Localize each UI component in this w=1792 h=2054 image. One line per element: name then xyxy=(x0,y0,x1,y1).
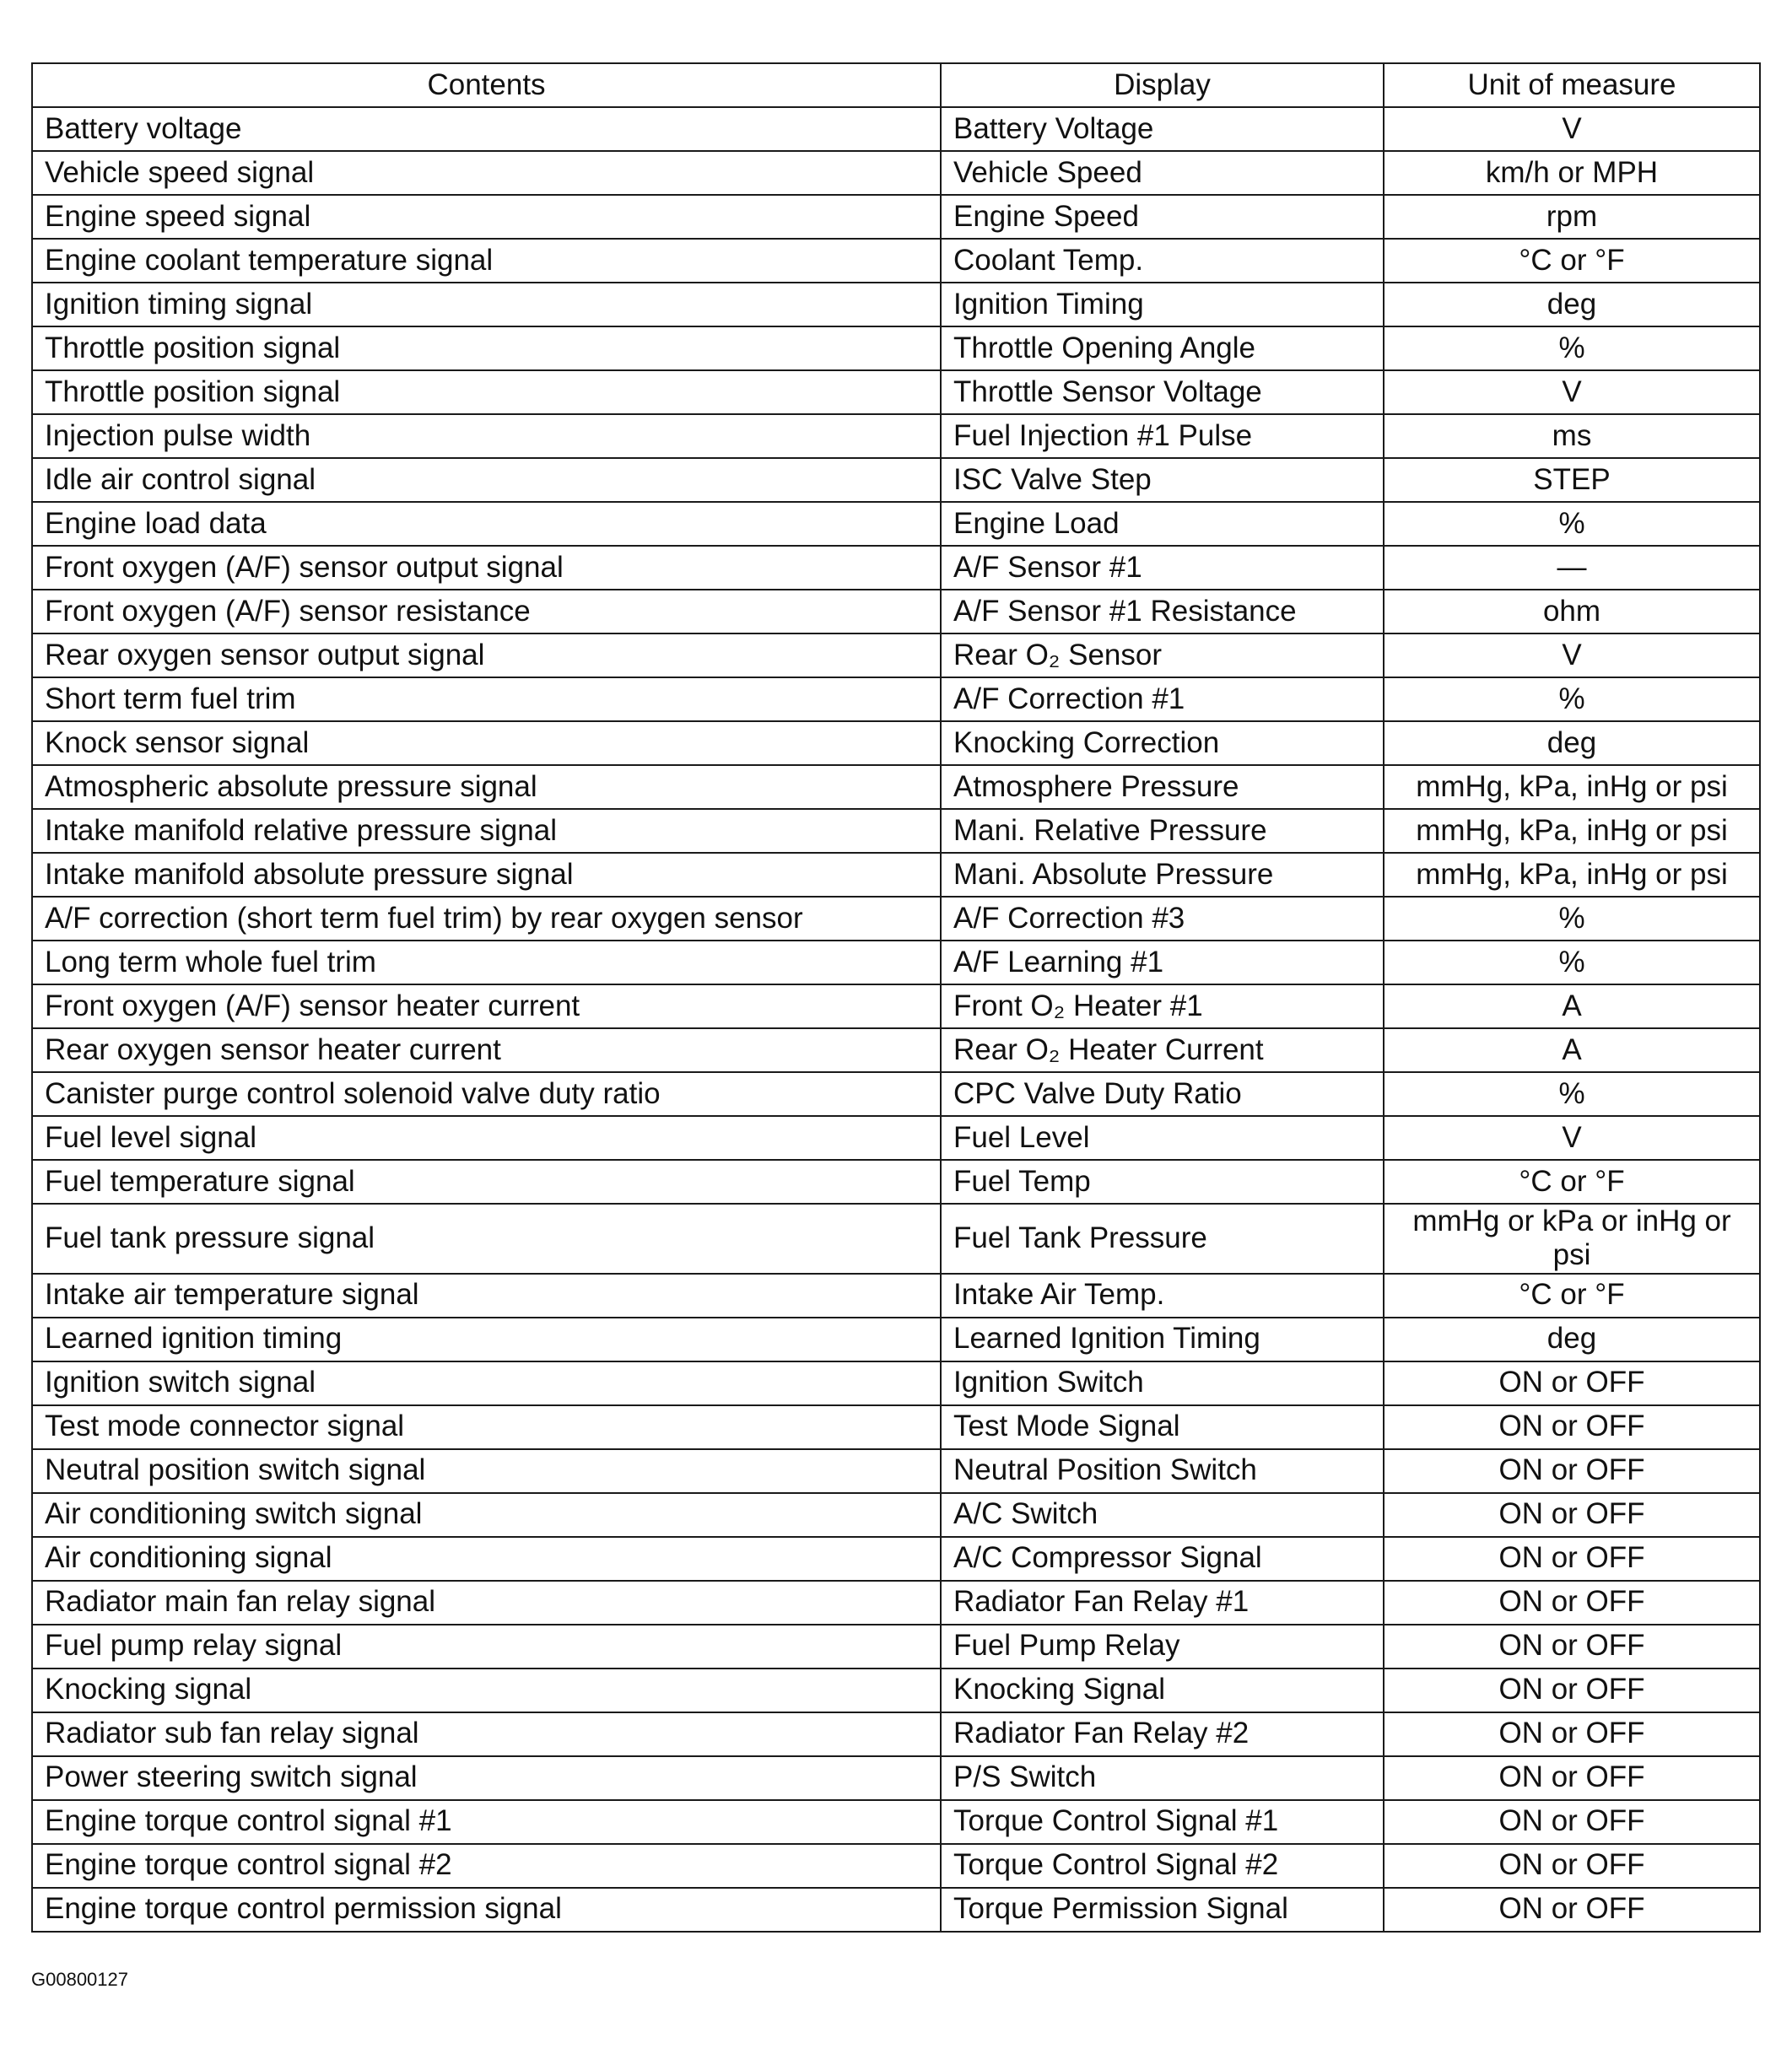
cell-display: Mani. Relative Pressure xyxy=(941,809,1384,853)
cell-contents: Intake air temperature signal xyxy=(32,1274,941,1318)
cell-unit: °C or °F xyxy=(1384,239,1760,283)
cell-unit: % xyxy=(1384,897,1760,941)
cell-unit: — xyxy=(1384,546,1760,590)
cell-display: Fuel Injection #1 Pulse xyxy=(941,414,1384,458)
table-row xyxy=(32,195,1760,239)
cell-unit: ON or OFF xyxy=(1384,1361,1760,1405)
cell-display: Coolant Temp. xyxy=(941,239,1384,283)
cell-unit: rpm xyxy=(1384,195,1760,239)
cell-unit: ON or OFF xyxy=(1384,1800,1760,1844)
cell-contents: Throttle position signal xyxy=(32,326,941,370)
cell-display: Throttle Sensor Voltage xyxy=(941,370,1384,414)
cell-unit: % xyxy=(1384,1072,1760,1116)
cell-display: Throttle Opening Angle xyxy=(941,326,1384,370)
cell-display: Torque Control Signal #2 xyxy=(941,1844,1384,1888)
cell-display: Engine Load xyxy=(941,502,1384,546)
cell-unit: ON or OFF xyxy=(1384,1844,1760,1888)
cell-contents: Engine speed signal xyxy=(32,195,941,239)
cell-contents: Neutral position switch signal xyxy=(32,1449,941,1493)
cell-contents: Radiator main fan relay signal xyxy=(32,1581,941,1625)
cell-contents: Fuel temperature signal xyxy=(32,1160,941,1204)
table-row xyxy=(32,1800,1760,1844)
cell-display: Knocking Correction xyxy=(941,721,1384,765)
cell-contents: Engine coolant temperature signal xyxy=(32,239,941,283)
cell-display: Torque Control Signal #1 xyxy=(941,1800,1384,1844)
table-row xyxy=(32,590,1760,633)
cell-contents: Intake manifold absolute pressure signal xyxy=(32,853,941,897)
cell-display: Rear O₂ Sensor xyxy=(941,633,1384,677)
table-row xyxy=(32,1888,1760,1932)
table-row xyxy=(32,414,1760,458)
cell-unit: V xyxy=(1384,107,1760,151)
cell-contents: Engine load data xyxy=(32,502,941,546)
table-row xyxy=(32,1712,1760,1756)
table-row xyxy=(32,546,1760,590)
table-row xyxy=(32,677,1760,721)
table-row xyxy=(32,1493,1760,1537)
cell-unit: mmHg, kPa, inHg or psi xyxy=(1384,809,1760,853)
cell-display: Radiator Fan Relay #2 xyxy=(941,1712,1384,1756)
cell-display: Ignition Timing xyxy=(941,283,1384,326)
cell-unit: % xyxy=(1384,326,1760,370)
cell-contents: Ignition switch signal xyxy=(32,1361,941,1405)
table-row xyxy=(32,1537,1760,1581)
header-display: Display xyxy=(941,63,1384,107)
cell-unit: deg xyxy=(1384,1318,1760,1361)
cell-unit: V xyxy=(1384,1116,1760,1160)
table-row xyxy=(32,1756,1760,1800)
cell-unit: ms xyxy=(1384,414,1760,458)
table-row xyxy=(32,1116,1760,1160)
cell-unit: deg xyxy=(1384,721,1760,765)
cell-unit: ON or OFF xyxy=(1384,1669,1760,1712)
header-row xyxy=(32,63,1760,107)
cell-display: Ignition Switch xyxy=(941,1361,1384,1405)
cell-display: Torque Permission Signal xyxy=(941,1888,1384,1932)
table-row xyxy=(32,1160,1760,1204)
cell-unit: ON or OFF xyxy=(1384,1449,1760,1493)
cell-contents: Vehicle speed signal xyxy=(32,151,941,195)
table-row xyxy=(32,1361,1760,1405)
cell-display: P/S Switch xyxy=(941,1756,1384,1800)
table-row xyxy=(32,941,1760,984)
cell-contents: Test mode connector signal xyxy=(32,1405,941,1449)
cell-contents: Learned ignition timing xyxy=(32,1318,941,1361)
cell-contents: Front oxygen (A/F) sensor output signal xyxy=(32,546,941,590)
cell-unit: ohm xyxy=(1384,590,1760,633)
table-row xyxy=(32,107,1760,151)
cell-display: Test Mode Signal xyxy=(941,1405,1384,1449)
table-row xyxy=(32,1844,1760,1888)
table-row xyxy=(32,1625,1760,1669)
cell-display: Mani. Absolute Pressure xyxy=(941,853,1384,897)
table-row xyxy=(32,765,1760,809)
cell-contents: Atmospheric absolute pressure signal xyxy=(32,765,941,809)
cell-display: Fuel Level xyxy=(941,1116,1384,1160)
table-row xyxy=(32,721,1760,765)
cell-display: Fuel Pump Relay xyxy=(941,1625,1384,1669)
cell-contents: Radiator sub fan relay signal xyxy=(32,1712,941,1756)
cell-display: Fuel Temp xyxy=(941,1160,1384,1204)
table-row xyxy=(32,370,1760,414)
table-row xyxy=(32,1072,1760,1116)
cell-contents: Battery voltage xyxy=(32,107,941,151)
header-unit: Unit of measure xyxy=(1384,63,1760,107)
cell-contents: Knocking signal xyxy=(32,1669,941,1712)
table-row xyxy=(32,283,1760,326)
table-row xyxy=(32,1318,1760,1361)
table-row xyxy=(32,1405,1760,1449)
cell-display: Battery Voltage xyxy=(941,107,1384,151)
cell-unit: °C or °F xyxy=(1384,1160,1760,1204)
cell-contents: Engine torque control permission signal xyxy=(32,1888,941,1932)
table-row xyxy=(32,1669,1760,1712)
cell-display: Vehicle Speed xyxy=(941,151,1384,195)
cell-display: Atmosphere Pressure xyxy=(941,765,1384,809)
cell-display: Intake Air Temp. xyxy=(941,1274,1384,1318)
cell-unit: ON or OFF xyxy=(1384,1405,1760,1449)
cell-display: A/F Sensor #1 xyxy=(941,546,1384,590)
table-row xyxy=(32,1204,1760,1274)
cell-contents: Engine torque control signal #1 xyxy=(32,1800,941,1844)
table-row xyxy=(32,897,1760,941)
cell-contents: Short term fuel trim xyxy=(32,677,941,721)
cell-display: A/F Sensor #1 Resistance xyxy=(941,590,1384,633)
cell-unit: % xyxy=(1384,677,1760,721)
cell-unit: deg xyxy=(1384,283,1760,326)
table-row xyxy=(32,151,1760,195)
cell-unit: km/h or MPH xyxy=(1384,151,1760,195)
cell-display: Radiator Fan Relay #1 xyxy=(941,1581,1384,1625)
table-row xyxy=(32,502,1760,546)
cell-contents: Front oxygen (A/F) sensor heater current xyxy=(32,984,941,1028)
cell-display: Rear O₂ Heater Current xyxy=(941,1028,1384,1072)
cell-contents: Idle air control signal xyxy=(32,458,941,502)
cell-display: A/F Correction #1 xyxy=(941,677,1384,721)
cell-contents: Rear oxygen sensor heater current xyxy=(32,1028,941,1072)
cell-contents: Fuel tank pressure signal xyxy=(32,1204,941,1274)
cell-display: Front O₂ Heater #1 xyxy=(941,984,1384,1028)
table-row xyxy=(32,239,1760,283)
data-table xyxy=(31,62,1761,1933)
table-row xyxy=(32,984,1760,1028)
cell-contents: A/F correction (short term fuel trim) by rear oxygen sensor xyxy=(32,897,941,941)
cell-contents: Fuel level signal xyxy=(32,1116,941,1160)
cell-display: Knocking Signal xyxy=(941,1669,1384,1712)
cell-unit: STEP xyxy=(1384,458,1760,502)
cell-contents: Intake manifold relative pressure signal xyxy=(32,809,941,853)
table-row xyxy=(32,1581,1760,1625)
cell-contents: Ignition timing signal xyxy=(32,283,941,326)
table-row xyxy=(32,633,1760,677)
cell-contents: Knock sensor signal xyxy=(32,721,941,765)
cell-display: CPC Valve Duty Ratio xyxy=(941,1072,1384,1116)
cell-contents: Rear oxygen sensor output signal xyxy=(32,633,941,677)
cell-unit: % xyxy=(1384,502,1760,546)
cell-contents: Air conditioning switch signal xyxy=(32,1493,941,1537)
cell-contents: Canister purge control solenoid valve duty ratio xyxy=(32,1072,941,1116)
cell-unit: A xyxy=(1384,984,1760,1028)
figure-id: G00800127 xyxy=(31,1969,128,1990)
table-body xyxy=(32,107,1760,1932)
cell-unit: % xyxy=(1384,941,1760,984)
cell-unit: mmHg, kPa, inHg or psi xyxy=(1384,765,1760,809)
cell-unit: ON or OFF xyxy=(1384,1756,1760,1800)
cell-contents: Long term whole fuel trim xyxy=(32,941,941,984)
table-row xyxy=(32,853,1760,897)
table-row xyxy=(32,1274,1760,1318)
cell-contents: Throttle position signal xyxy=(32,370,941,414)
cell-unit: ON or OFF xyxy=(1384,1625,1760,1669)
cell-unit: °C or °F xyxy=(1384,1274,1760,1318)
cell-unit: A xyxy=(1384,1028,1760,1072)
cell-unit: V xyxy=(1384,633,1760,677)
cell-display: Learned Ignition Timing xyxy=(941,1318,1384,1361)
cell-display: Engine Speed xyxy=(941,195,1384,239)
cell-display: A/F Learning #1 xyxy=(941,941,1384,984)
cell-contents: Injection pulse width xyxy=(32,414,941,458)
table-row xyxy=(32,1449,1760,1493)
cell-unit: ON or OFF xyxy=(1384,1493,1760,1537)
cell-unit: mmHg or kPa or inHg or psi xyxy=(1384,1204,1760,1274)
cell-display: Neutral Position Switch xyxy=(941,1449,1384,1493)
header-contents: Contents xyxy=(32,63,941,107)
cell-contents: Front oxygen (A/F) sensor resistance xyxy=(32,590,941,633)
cell-contents: Engine torque control signal #2 xyxy=(32,1844,941,1888)
cell-display: ISC Valve Step xyxy=(941,458,1384,502)
cell-unit: mmHg, kPa, inHg or psi xyxy=(1384,853,1760,897)
cell-display: A/C Compressor Signal xyxy=(941,1537,1384,1581)
cell-display: A/F Correction #3 xyxy=(941,897,1384,941)
table-row xyxy=(32,326,1760,370)
cell-display: A/C Switch xyxy=(941,1493,1384,1537)
cell-unit: ON or OFF xyxy=(1384,1888,1760,1932)
table-row xyxy=(32,1028,1760,1072)
cell-unit: ON or OFF xyxy=(1384,1537,1760,1581)
cell-unit: ON or OFF xyxy=(1384,1712,1760,1756)
table-row xyxy=(32,809,1760,853)
cell-unit: V xyxy=(1384,370,1760,414)
cell-display: Fuel Tank Pressure xyxy=(941,1204,1384,1274)
table-row xyxy=(32,458,1760,502)
cell-contents: Air conditioning signal xyxy=(32,1537,941,1581)
cell-unit: ON or OFF xyxy=(1384,1581,1760,1625)
cell-contents: Power steering switch signal xyxy=(32,1756,941,1800)
cell-contents: Fuel pump relay signal xyxy=(32,1625,941,1669)
